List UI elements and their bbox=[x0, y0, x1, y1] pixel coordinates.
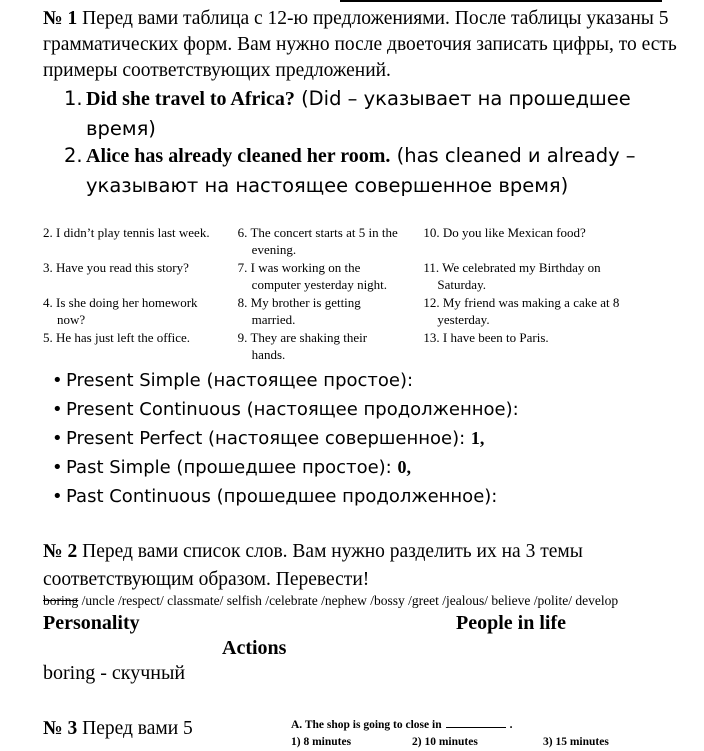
task1-intro-text: Перед вами таблица с 12-ю предложениями. После таблицы указаны 5 грамматических форм. Вам нужно после двоеточия записать цифры, то есть примеры соответствующих предложений. bbox=[43, 8, 677, 81]
answer-blank bbox=[446, 717, 506, 728]
cell-text-cont: married. bbox=[251, 312, 296, 327]
cell-number: 7. bbox=[237, 260, 248, 275]
cell-text: My friend was making a cake at 8 bbox=[442, 295, 620, 310]
table-cell bbox=[238, 259, 424, 293]
cell-text: Have you read this story? bbox=[56, 260, 189, 275]
struck-word: boring bbox=[43, 593, 79, 608]
cell-text: They are shaking their bbox=[250, 330, 368, 345]
bullet-icon: • bbox=[52, 486, 63, 507]
example-2-sentence: Alice has already cleaned her room. bbox=[86, 145, 391, 167]
cell-text-cont: yesterday. bbox=[437, 312, 490, 327]
cell-number: 11. bbox=[423, 260, 440, 275]
list-item bbox=[52, 482, 519, 511]
cell-number: 4. bbox=[43, 295, 53, 310]
table-cell bbox=[423, 329, 623, 363]
form-label: Present Continuous (настоящее продолженное): bbox=[66, 399, 519, 420]
list-item bbox=[52, 366, 519, 395]
cell-number: 13. bbox=[423, 330, 440, 345]
table-cell bbox=[43, 224, 238, 258]
cell-text: Do you like Mexican food? bbox=[442, 225, 586, 240]
table-row bbox=[43, 329, 623, 363]
example-2 bbox=[64, 141, 664, 200]
word-list-text: /uncle /respect/ classmate/ selfish /celebrate /nephew /bossy /greet /jealous/ believe /polite/ develop bbox=[78, 593, 619, 608]
cell-text-cont: Saturday. bbox=[437, 277, 486, 292]
cell-number: 3. bbox=[43, 260, 53, 275]
form-label: Present Simple (настоящее простое): bbox=[66, 370, 414, 391]
cell-text-cont: now? bbox=[57, 312, 86, 327]
list-item bbox=[52, 453, 519, 482]
cell-number: 5. bbox=[43, 330, 53, 345]
example-2-note: (has cleaned и already – bbox=[396, 144, 636, 167]
sentence-table bbox=[43, 224, 623, 364]
cell-text: My brother is getting bbox=[250, 295, 361, 310]
cell-text: The concert starts at 5 in the bbox=[250, 225, 398, 240]
example-1-note-cont: время) bbox=[86, 117, 156, 140]
bullet-icon: • bbox=[52, 428, 63, 449]
form-label: Present Perfect (настоящее совершенное): bbox=[66, 428, 466, 449]
cell-number: 12. bbox=[423, 295, 440, 310]
cell-number: 2. bbox=[43, 225, 53, 240]
table-cell bbox=[423, 294, 623, 328]
table-cell bbox=[43, 259, 238, 293]
header-actions: Actions bbox=[222, 637, 287, 659]
table-cell bbox=[43, 329, 238, 363]
task3-intro-text: Перед вами 5 bbox=[82, 718, 193, 739]
cell-text: Is she doing her homework bbox=[56, 295, 198, 310]
bullet-icon: • bbox=[52, 457, 63, 478]
cell-text-cont: evening. bbox=[251, 242, 297, 257]
cell-number: 6. bbox=[237, 225, 248, 240]
word-list bbox=[43, 593, 618, 609]
option-2: 2) 10 minutes bbox=[412, 736, 478, 748]
form-label: Past Continuous (прошедшее продолженное): bbox=[66, 486, 498, 507]
example-1 bbox=[64, 84, 664, 143]
table-cell bbox=[423, 224, 623, 258]
cell-text: I was working on the bbox=[250, 260, 361, 275]
cell-text: We celebrated my Birthday on bbox=[442, 260, 601, 275]
option-1: 1) 8 minutes bbox=[291, 736, 352, 748]
question-a: A. The shop is going to close in . bbox=[291, 719, 513, 731]
task2-intro bbox=[43, 538, 683, 594]
cell-text-cont: hands. bbox=[251, 347, 286, 362]
example-1-sentence: Did she travel to Africa? bbox=[86, 88, 295, 110]
table-cell bbox=[238, 329, 424, 363]
cell-number: 8. bbox=[237, 295, 248, 310]
table-cell bbox=[238, 294, 424, 328]
top-rule bbox=[340, 0, 662, 2]
example-1-number: 1. bbox=[64, 87, 83, 110]
bullet-icon: • bbox=[52, 399, 63, 420]
table-row bbox=[43, 224, 623, 258]
table-row bbox=[43, 259, 623, 293]
form-answer: 1, bbox=[470, 428, 485, 448]
form-label: Past Simple (прошедшее простое): bbox=[66, 457, 392, 478]
example-2-number: 2. bbox=[64, 144, 83, 167]
header-personality: Personality bbox=[43, 612, 140, 634]
table-cell bbox=[43, 294, 238, 328]
form-answer: 0, bbox=[397, 457, 411, 477]
list-item bbox=[52, 424, 519, 453]
example-1-note: (Did – указывает на прошедшее bbox=[301, 87, 631, 110]
table-cell bbox=[423, 259, 623, 293]
option-3: 3) 15 minutes bbox=[543, 736, 609, 748]
cell-text-cont: computer yesterday night. bbox=[251, 277, 388, 292]
task2-intro-text: Перед вами список слов. Вам нужно разделить их на 3 темы соответствующим образом. Перевести! bbox=[43, 541, 583, 590]
task3-intro bbox=[43, 715, 283, 743]
task1-intro bbox=[43, 6, 683, 84]
table-row bbox=[43, 294, 623, 328]
cell-text: I didn’t play tennis last week. bbox=[56, 225, 210, 240]
grammar-forms-list bbox=[52, 366, 519, 511]
table-cell bbox=[238, 224, 424, 258]
task1-number: № 1 bbox=[43, 8, 78, 29]
example-translation: boring - скучный bbox=[43, 662, 186, 684]
example-2-note-cont: указывают на настоящее совершенное время) bbox=[86, 174, 569, 197]
cell-text: He has just left the office. bbox=[56, 330, 191, 345]
question-text: A. The shop is going to close in bbox=[291, 719, 442, 731]
cell-text: I have been to Paris. bbox=[442, 330, 549, 345]
cell-number: 9. bbox=[237, 330, 248, 345]
bullet-icon: • bbox=[52, 370, 63, 391]
task3-number: № 3 bbox=[43, 718, 78, 739]
cell-number: 10. bbox=[423, 225, 440, 240]
header-people-in-life: People in life bbox=[456, 612, 566, 634]
list-item bbox=[52, 395, 519, 424]
task2-number: № 2 bbox=[43, 541, 78, 562]
